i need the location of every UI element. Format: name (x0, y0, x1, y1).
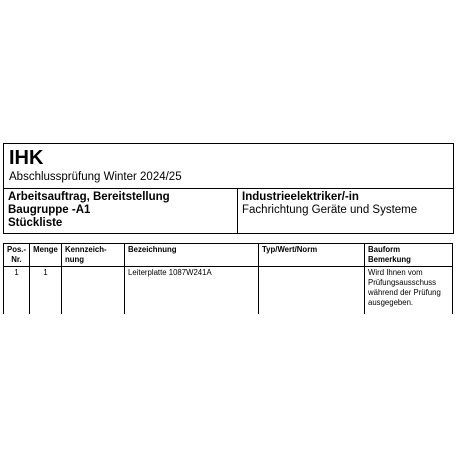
bemerkung-line-3: während der Prüfung (368, 288, 441, 297)
cell-kennzeichnung (62, 267, 125, 315)
column-header-bemerkung-line1: Bauform (368, 245, 401, 254)
cell-bemerkung (365, 267, 453, 315)
column-header-typ-line1: Typ/Wert/Norm (262, 245, 318, 254)
column-header-bezeichnung-line1: Bezeichnung (128, 245, 177, 254)
column-header-bemerkung (365, 244, 453, 267)
column-header-kennzeichnung-line2: nung (65, 255, 85, 264)
table-header-row (4, 244, 453, 267)
column-header-kennzeichnung-line1: Kennzeich- (65, 245, 107, 254)
bemerkung-line-4: ausgegeben. (368, 298, 414, 307)
column-header-bezeichnung (125, 244, 259, 267)
column-header-menge-line1: Menge (33, 245, 58, 254)
task-line-1: Arbeitsauftrag, Bereitstellung (8, 191, 170, 203)
column-header-pos-line2: Nr. (11, 255, 22, 264)
header-box (3, 143, 454, 234)
table-row (4, 267, 453, 315)
column-header-menge (30, 244, 62, 267)
profession-subtitle: Fachrichtung Geräte und Systeme (242, 204, 418, 216)
cell-bezeichnung: Leiterplatte 1087W241A (125, 267, 259, 315)
cell-pos: 1 (4, 267, 30, 315)
column-header-pos-line1: Pos.- (7, 245, 27, 254)
column-header-pos (4, 244, 30, 267)
cell-typ (259, 267, 365, 315)
task-line-2: Baugruppe -A1 (8, 204, 91, 216)
task-info-cell (4, 189, 238, 233)
bemerkung-line-1: Wird Ihnen vom (368, 268, 423, 277)
parts-list-table (3, 243, 453, 314)
column-header-typ (259, 244, 365, 267)
bemerkung-line-2: Prüfungsausschuss (368, 278, 437, 287)
cell-menge: 1 (30, 267, 62, 315)
profession-title: Industrieelektriker/-in (242, 191, 359, 203)
exam-subtitle: Abschlussprüfung Winter 2024/25 (9, 171, 182, 183)
profession-cell (238, 189, 453, 233)
column-header-kennzeichnung (62, 244, 125, 267)
column-header-bemerkung-line2: Bemerkung (368, 255, 411, 264)
org-title: IHK (9, 147, 44, 169)
header-top-section (4, 144, 453, 189)
task-line-3: Stückliste (8, 217, 63, 229)
